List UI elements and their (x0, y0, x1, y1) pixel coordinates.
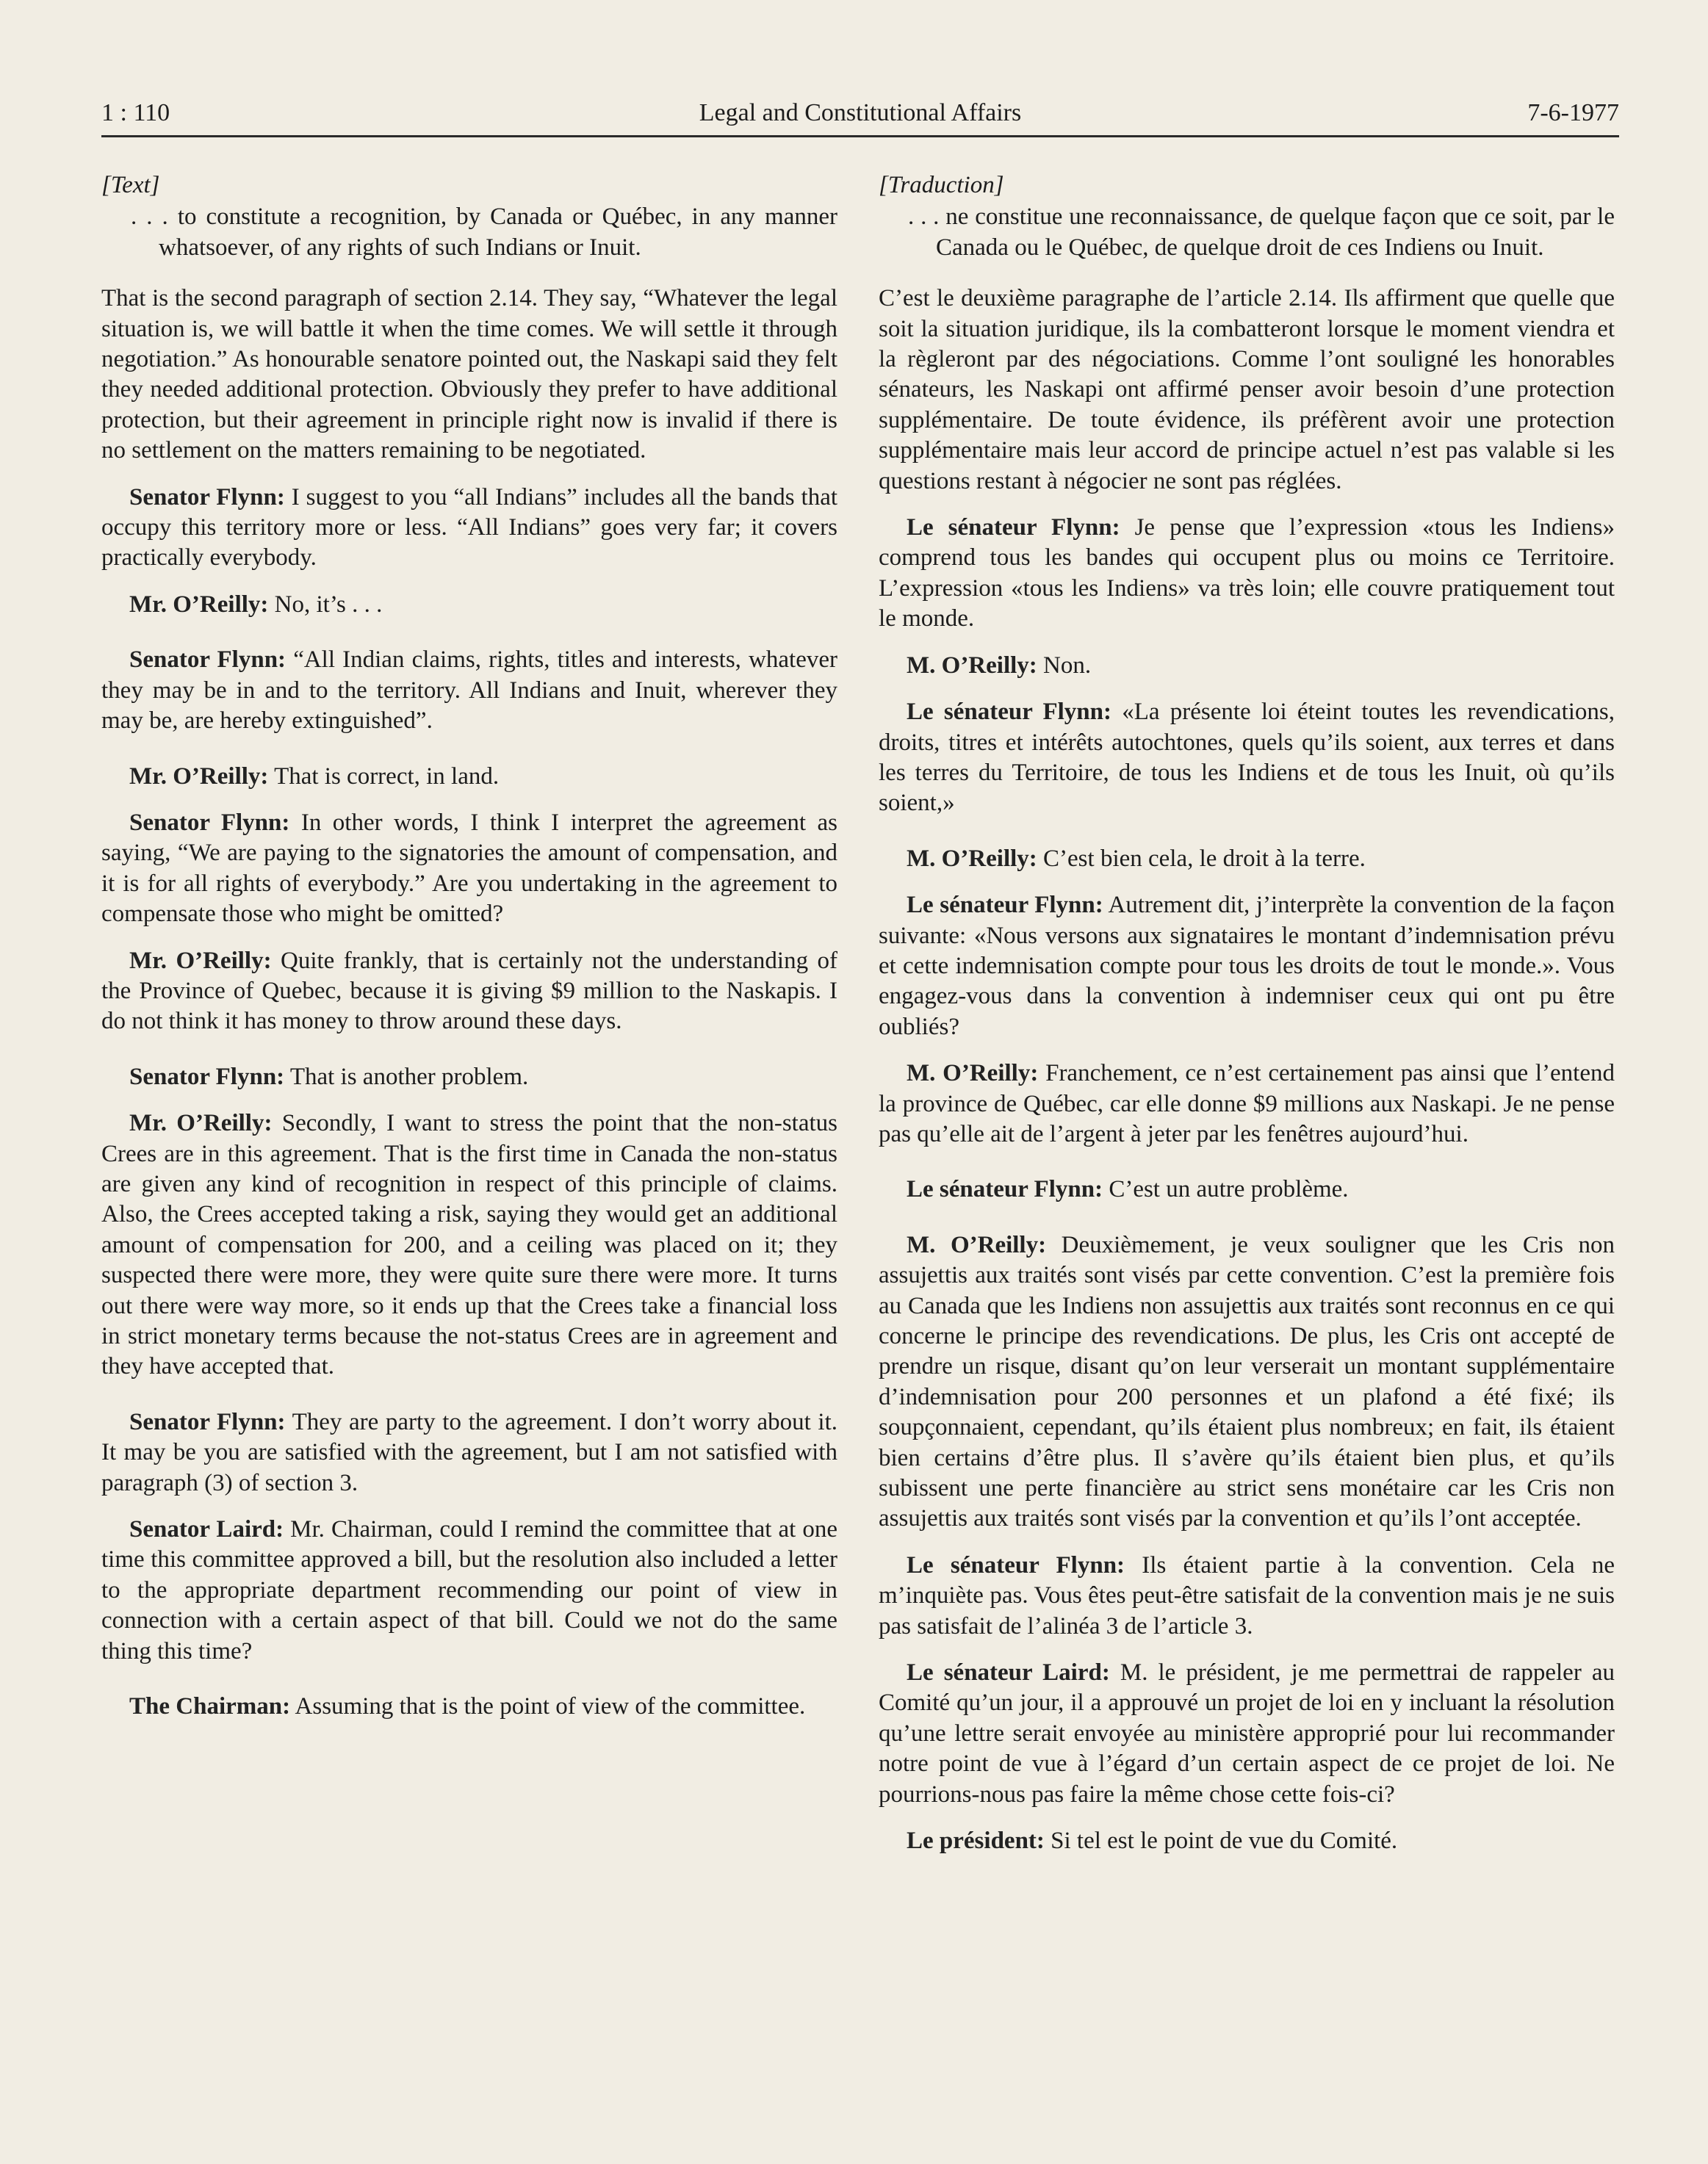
speech (101, 483, 837, 574)
speaker-name: Le sénateur Flynn: (907, 892, 1103, 919)
speech-text: M. le président, je me permettrai de rappeler au Comité qu’un jour, il a approuvé un projet de loi en y incluant la résolution qu’une lettre serait envoyée au ministère approprié pour lui recommander notre point de vue à l’égard d’un certain aspect de ce projet de loi. Ne pourrions-nous pas faire la même chose cette fois-ci? (879, 1659, 1615, 1808)
speech-text: Deuxièmement, je veux souligner que les Cris non assujettis aux traités sont visés par cette convention. C’est la première fois au Canada que les Indiens non assujettis aux traités sont reconnus en ce qui concerne le principe des revendications. De plus, les Cris ont accepté de prendre un risque, disant qu’on leur verserait un montant supplémentaire d’indemnisation pour 200 personnes et un plafond a été fixé; ils soupçonnaient, cependant, qu’ils étaient plus nombreux; en fait, ils étaient bien certains d’être plus. Il s’avère qu’ils étaient bien plus, et qu’ils subissent une perte financière au strict sens monétaire car les Cris non assujettis aux traités sont visés par la convention et qu’ils l’ont acceptée. (879, 1231, 1615, 1532)
section-label-traduction: [Traduction] (879, 172, 1004, 198)
speech (879, 697, 1615, 819)
speech (879, 1058, 1615, 1150)
speaker-name: Senator Flynn: (129, 483, 285, 511)
speaker-name: M. O’Reilly: (907, 1060, 1039, 1087)
french-column (879, 170, 1615, 1873)
speech-text: That is correct, in land. (274, 762, 500, 790)
speech (101, 1407, 837, 1498)
body-paragraph: C’est le deuxième paragraphe de l’article 2.14. Ils affirment que quelle que soit la situation juridique, ils la combatteront lorsque le moment viendra et la règleront par des négociations. Comme l’ont souligné les honorables sénateurs, les Naskapi ont affirmé penser avoir besoin d’une protection supplémentaire. De toute évidence, ils préfèrent avoir une protection supplémentaire mais leur accord de principe actuel n’est pas valable si les questions restant à négocier ne sont pas réglées. (879, 285, 1615, 494)
speech-text: Ils étaient partie à la convention. Cela ne m’inquiète pas. Vous êtes peut-être satisfait de la convention mais je ne suis pas satisfait de l’alinéa 3 de l’article 3. (879, 1551, 1615, 1640)
header-rule (101, 135, 1619, 137)
speech (101, 808, 837, 930)
speech (101, 1515, 837, 1667)
speech (101, 1108, 837, 1382)
body-paragraph: That is the second paragraph of section 2.14. They say, “Whatever the legal situation is, we will battle it when the time comes. We will settle it through negotiation.” As honourable senatore pointed out, the Naskapi said they felt they needed additional protection. Obviously they prefer to have additional protection, but their agreement in principle right now is invalid if there is no settlement on the matters remaining to be negotiated. (101, 285, 837, 464)
speaker-name: Le sénateur Flynn: (907, 1551, 1125, 1579)
speech-text: No, it’s . . . (274, 591, 383, 618)
speaker-name: Mr. O’Reilly: (129, 591, 269, 618)
speech (879, 844, 1615, 874)
speech (101, 645, 837, 736)
speech-text: I suggest to you “all Indians” includes all the bands that occupy this territory more or less. “All Indians” goes very far; it covers practically everybody. (101, 483, 838, 571)
speech (101, 946, 837, 1037)
speech (879, 1175, 1615, 1205)
page-header (101, 94, 1619, 132)
speech-text: Je pense que l’expression «tous les Indiens» comprend tous les bandes qui occupent plus ou moins ce Territoire. L’expression «tous les Indiens» va très loin; elle couvre pratiquement tout le monde. (879, 514, 1615, 632)
speaker-name: M. O’Reilly: (907, 1231, 1047, 1258)
page-number: 1 : 110 (101, 99, 170, 126)
quoted-clause: . . . to constitute a recognition, by Canada or Québec, in any manner whatsoever, of any rights of such Indians or Inuit. (131, 203, 837, 261)
speech-text: Assuming that is the point of view of the committee. (295, 1693, 806, 1720)
speaker-name: Le sénateur Laird: (907, 1659, 1110, 1687)
speaker-name: Senator Flynn: (129, 1408, 286, 1435)
speaker-name: Mr. O’Reilly: (129, 1110, 273, 1137)
page-title: Legal and Constitutional Affairs (699, 99, 1022, 126)
speech-text: “All Indian claims, rights, titles and interests, whatever they may be in and to the territory. All Indians and Inuit, wherever they may be, are hereby extinguished”. (101, 646, 837, 735)
speaker-name: M. O’Reilly: (907, 845, 1037, 872)
speech (879, 651, 1615, 681)
speech (879, 513, 1615, 635)
speech (101, 1062, 837, 1092)
english-column (101, 170, 837, 1738)
speech (879, 890, 1615, 1042)
speech-text: «La présente loi éteint toutes les revendications, droits, titres et intérêts autochtones, quels qu’ils soient, aux terres et dans les terres du Territoire, de tous les Indiens et de tous les Inuit, où qu’ils soient,» (879, 699, 1615, 817)
speech-text: That is another problem. (289, 1063, 529, 1090)
speaker-name: M. O’Reilly: (907, 652, 1037, 679)
speaker-name: Le sénateur Flynn: (907, 1176, 1103, 1203)
speaker-name: Mr. O’Reilly: (129, 947, 272, 974)
speaker-name: The Chairman: (129, 1693, 291, 1720)
speaker-name: Senator Flynn: (129, 1063, 285, 1090)
speech-text: C’est bien cela, le droit à la terre. (1043, 845, 1366, 872)
speech-text: Secondly, I want to stress the point that the non-status Crees are in this agreement. That is the first time in Canada the non-status are given any kind of recognition in respect of this principle of claims. Also, the Crees accepted taking a risk, saying they would get an additional amount of compensation for 200, and a ceiling was placed on it; they suspected there were more, they were quite sure there were more. It turns out there were way more, so it ends up that the Crees take a financial loss in strict monetary terms because the not-status Crees are in agreement and they have accepted that. (101, 1110, 837, 1380)
speaker-name: Mr. O’Reilly: (129, 762, 269, 790)
speech-text: Autrement dit, j’interprète la convention de la façon suivante: «Nous versons aux signataires le montant d’indemnisation prévu et cette indemnisation compte pour tous les droits de tout le monde.». Vous engagez-vous dans la convention à indemniser ceux qui ont pu être oubliés? (879, 892, 1615, 1040)
speech (101, 590, 837, 620)
speaker-name: Le président: (907, 1828, 1045, 1855)
speech-text: Quite frankly, that is certainly not the understanding of the Province of Quebec, because it is giving $9 million to the Naskapis. I do not think it has money to throw around these days. (101, 947, 837, 1035)
speaker-name: Senator Flynn: (129, 809, 290, 836)
page-date: 7-6-1977 (1527, 99, 1619, 126)
speech-text: In other words, I think I interpret the agreement as saying, “We are paying to the signatories the amount of compensation, and it is for all rights of everybody.” Are you undertaking in the agreement to compensate those who might be omitted? (101, 809, 837, 928)
speech (879, 1230, 1615, 1534)
speech (879, 1658, 1615, 1810)
quoted-clause: . . . ne constitue une reconnaissance, de quelque façon que ce soit, par le Canada ou le Québec, de quelque droit de ces Indiens ou Inuit. (908, 203, 1615, 261)
speech-text: Si tel est le point de vue du Comité. (1051, 1828, 1398, 1855)
speech (879, 1551, 1615, 1642)
speaker-name: Le sénateur Flynn: (907, 514, 1120, 541)
section-label-text: [Text] (101, 172, 160, 198)
speech (101, 1692, 837, 1722)
speech-text: Franchement, ce n’est certainement pas ainsi que l’entend la province de Québec, car elle donne $9 millions aux Naskapi. Je ne pense pas qu’elle ait de l’argent à jeter par les fenêtres aujourd’hui. (879, 1060, 1615, 1147)
speech-text: Mr. Chairman, could I remind the committee that at one time this committee approved a bill, but the resolution also included a letter to the appropriate department recommending our point of view in connection with a certain aspect of that bill. Could we not do the same thing this time? (101, 1516, 838, 1665)
speech-text: Non. (1043, 652, 1092, 679)
speech-text: They are party to the agreement. I don’t worry about it. It may be you are satisfied with the agreement, but I am not satisfied with paragraph (3) of section 3. (101, 1408, 837, 1496)
speech-text: C’est un autre problème. (1109, 1176, 1349, 1203)
speech (101, 762, 837, 792)
speaker-name: Le sénateur Flynn: (907, 699, 1111, 726)
speech (879, 1826, 1615, 1856)
speaker-name: Senator Flynn: (129, 646, 287, 674)
speaker-name: Senator Laird: (129, 1516, 284, 1543)
